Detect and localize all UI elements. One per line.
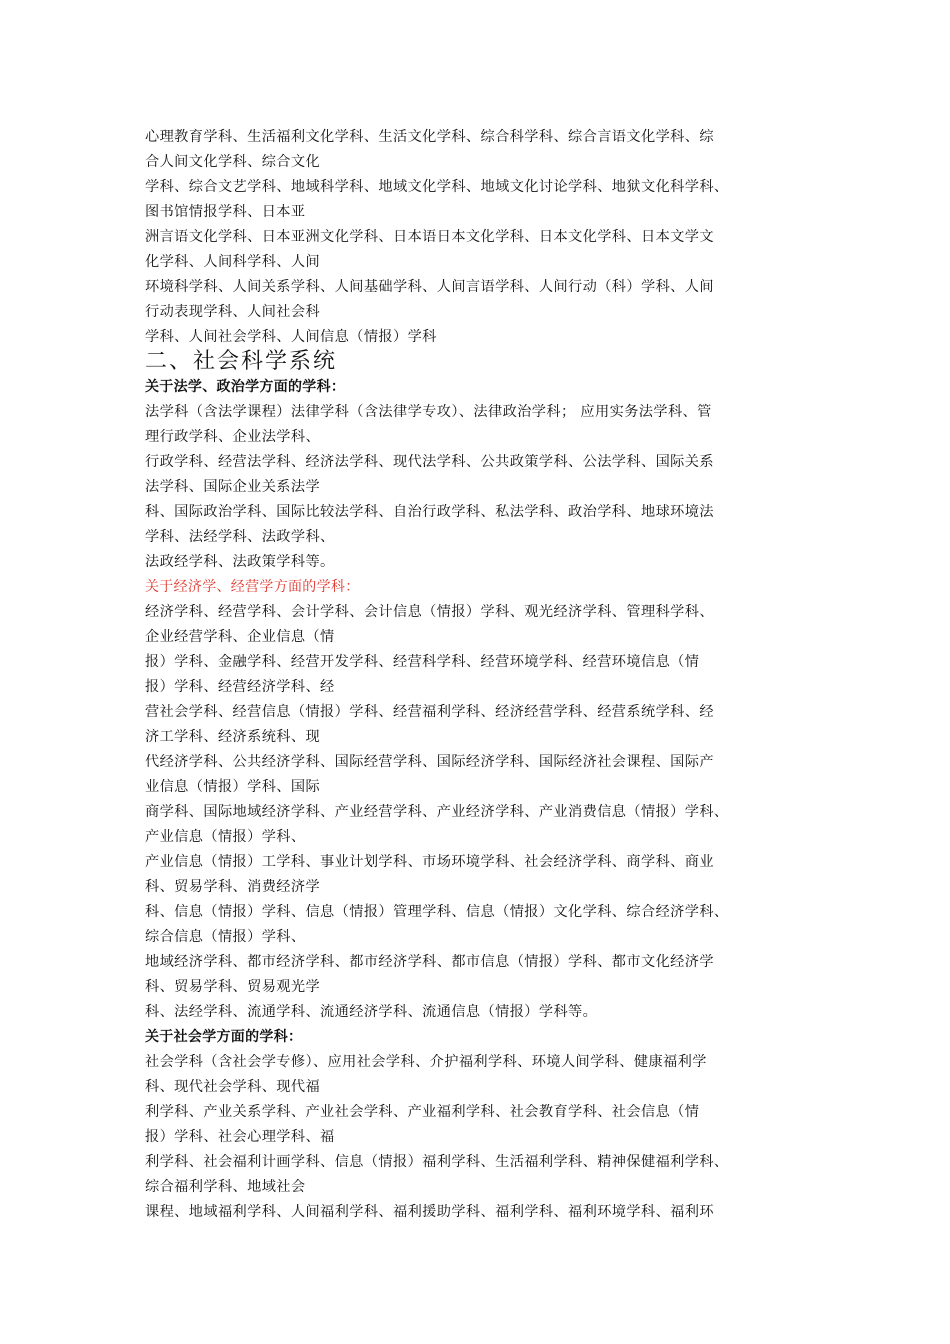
text-line: 报）学科、金融学科、经营开发学科、经营科学科、经营环境学科、经营环境信息（情: [145, 654, 700, 670]
economics-management-list: [145, 600, 810, 1025]
text-line: 综合福利学科、地域社会: [145, 1179, 306, 1195]
text-line: 综合信息（情报）学科、: [145, 929, 306, 945]
text-line: 科、国际政治学科、国际比较法学科、自治行政学科、私法学科、政治学科、地球环境法: [145, 504, 714, 520]
text-line: 地域经济学科、都市经济学科、都市经济学科、都市信息（情报）学科、都市文化经济学: [145, 954, 714, 970]
text-line: 学科、法经学科、法政学科、: [145, 529, 335, 545]
text-line: 产业信息（情报）学科、: [145, 829, 306, 845]
subheading-economics-management: 关于经济学、经营学方面的学科：: [145, 579, 360, 595]
text-line: 科、现代社会学科、现代福: [145, 1079, 321, 1095]
text-line: 学科、人间社会学科、人间信息（情报）学科: [145, 329, 437, 345]
subheading-sociology: 关于社会学方面的学科：: [145, 1029, 303, 1045]
text-line: 经济学科、经营学科、会计学科、会计信息（情报）学科、观光经济学科、管理科学科、: [145, 604, 714, 620]
text-line: 企业经营学科、企业信息（情: [145, 629, 335, 645]
text-line: 科、法经学科、流通学科、流通经济学科、流通信息（情报）学科等。: [145, 1004, 598, 1020]
text-line: 营社会学科、经营信息（情报）学科、经营福利学科、经济经营学科、经营系统学科、经: [145, 704, 714, 720]
text-line: 课程、地域福利学科、人间福利学科、福利援助学科、福利学科、福利环境学科、福利环: [145, 1204, 714, 1220]
section-heading-social-science: 二、社会科学系统: [145, 349, 338, 374]
text-line: 科、信息（情报）学科、信息（情报）管理学科、信息（情报）文化学科、综合经济学科、: [145, 904, 729, 920]
text-line: 行政学科、经营法学科、经济法学科、现代法学科、公共政策学科、公法学科、国际关系: [145, 454, 714, 470]
subheading-law-politics: 关于法学、政治学方面的学科：: [145, 379, 346, 395]
text-line: 化学科、人间科学科、人间: [145, 254, 321, 270]
text-line: 法学科（含法学课程）法律学科（含法律学专攻）、法律政治学科； 应用实务法学科、管: [145, 404, 712, 420]
text-line: 科、贸易学科、贸易观光学: [145, 979, 321, 995]
text-line: 科、贸易学科、消费经济学: [145, 879, 321, 895]
text-line: 报）学科、经营经济学科、经: [145, 679, 335, 695]
text-line: 社会学科（含社会学专修）、应用社会学科、介护福利学科、环境人间学科、健康福利学: [145, 1054, 707, 1070]
humanities-list-continued: [145, 125, 810, 350]
text-line: 法政经学科、法政策学科等。: [145, 554, 335, 570]
text-line: 济工学科、经济系统科、现: [145, 729, 321, 745]
document-body: [145, 125, 810, 1225]
text-line: 商学科、国际地域经济学科、产业经营学科、产业经济学科、产业消费信息（情报）学科、: [145, 804, 729, 820]
text-line: 业信息（情报）学科、国际: [145, 779, 321, 795]
text-line: 环境科学科、人间关系学科、人间基础学科、人间言语学科、人间行动（科）学科、人间: [145, 279, 714, 295]
text-line: 心理教育学科、生活福利文化学科、生活文化学科、综合科学科、综合言语文化学科、综: [145, 129, 714, 145]
law-politics-list: [145, 400, 810, 575]
text-line: 产业信息（情报）工学科、事业计划学科、市场环境学科、社会经济学科、商学科、商业: [145, 854, 714, 870]
text-line: 报）学科、社会心理学科、福: [145, 1129, 335, 1145]
text-line: 代经济学科、公共经济学科、国际经营学科、国际经济学科、国际经济社会课程、国际产: [145, 754, 714, 770]
text-line: 利学科、社会福利计画学科、信息（情报）福利学科、生活福利学科、精神保健福利学科、: [145, 1154, 729, 1170]
text-line: 理行政学科、企业法学科、: [145, 429, 321, 445]
text-line: 法学科、国际企业关系法学: [145, 479, 321, 495]
text-line: 洲言语文化学科、日本亚洲文化学科、日本语日本文化学科、日本文化学科、日本文学文: [145, 229, 714, 245]
text-line: 利学科、产业关系学科、产业社会学科、产业福利学科、社会教育学科、社会信息（情: [145, 1104, 700, 1120]
text-line: 合人间文化学科、综合文化: [145, 154, 321, 170]
text-line: 行动表现学科、人间社会科: [145, 304, 321, 320]
text-line: 图书馆情报学科、日本亚: [145, 204, 306, 220]
sociology-list: [145, 1050, 810, 1225]
text-line: 学科、综合文艺学科、地域科学科、地域文化学科、地域文化讨论学科、地狱文化科学科、: [145, 179, 729, 195]
